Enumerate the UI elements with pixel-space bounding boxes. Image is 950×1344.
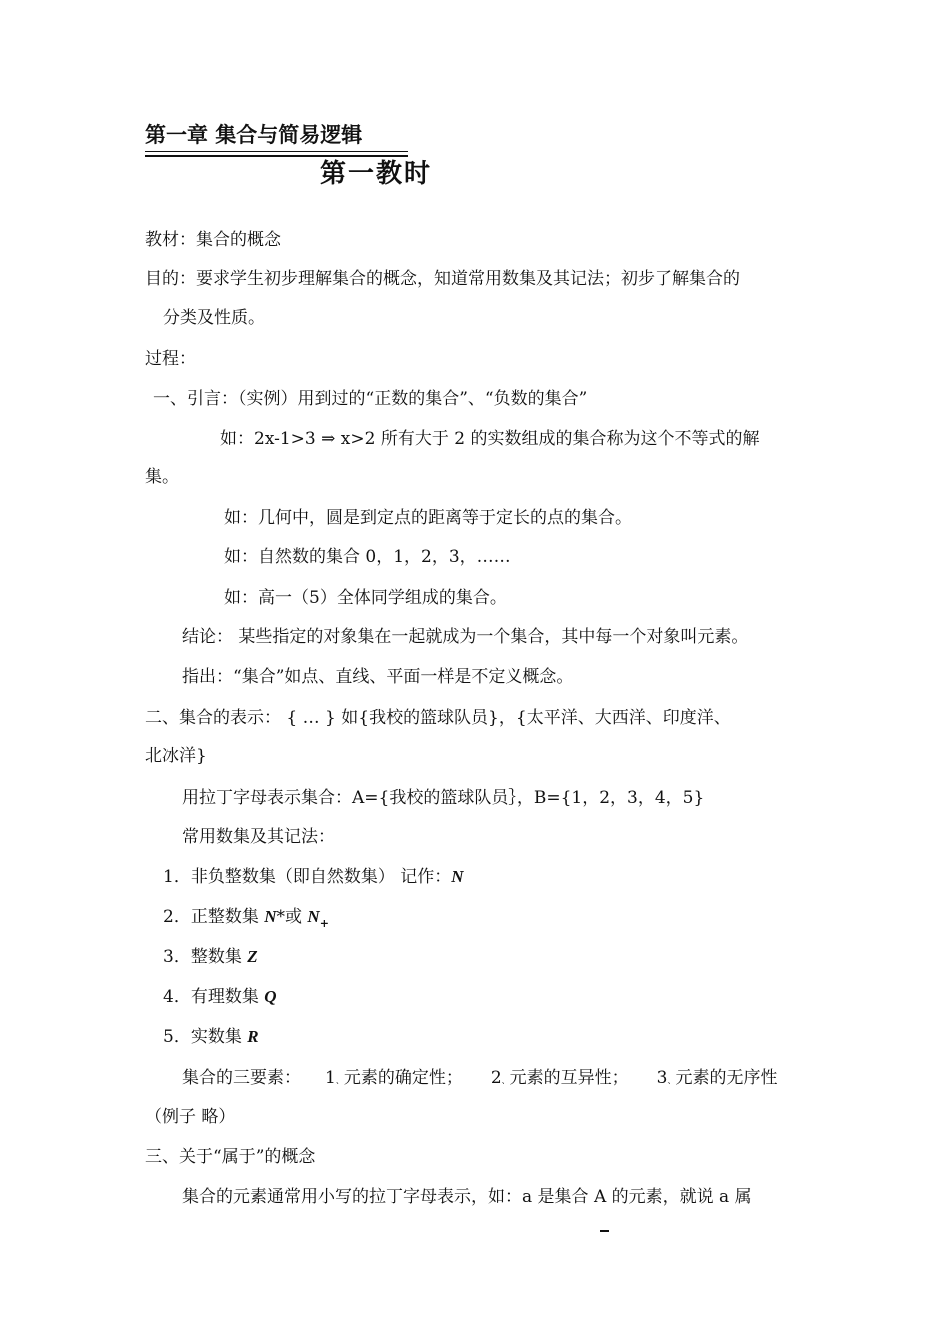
- latin-letter-line: 用拉丁字母表示集合：A={我校的篮球队员｝，B={1，2，3，4，5}: [182, 788, 705, 808]
- set-symbol-n-star: N: [264, 907, 277, 926]
- or-text: 或: [285, 907, 308, 927]
- element-dot-3: 、: [667, 1076, 676, 1085]
- set-item-rationals: [163, 986, 277, 1008]
- element-number-2: 2: [490, 1068, 502, 1088]
- element-dot-1: 、: [335, 1076, 344, 1085]
- example-class: 如：高一（5）全体同学组成的集合。: [224, 588, 507, 608]
- set-item-label: 5．实数集: [163, 1027, 248, 1047]
- set-item-integers: [163, 946, 258, 968]
- section-2-line-2: 北冰洋}: [145, 746, 207, 766]
- goal-line-1: 目的：要求学生初步理解集合的概念，知道常用数集及其记法；初步了解集合的: [145, 269, 740, 289]
- element-number-1: 1: [325, 1068, 336, 1088]
- example-inequality-line-1: 如：2x-1>3 ⇒ x>2 所有大于 2 的实数组成的集合称为这个不等式的解: [220, 429, 760, 449]
- three-elements-lead: 集合的三要素：: [182, 1068, 301, 1088]
- element-determinacy: 元素的确定性；: [343, 1068, 463, 1088]
- set-symbol-n: N: [451, 867, 464, 886]
- example-natural-numbers: 如：自然数的集合 0，1，2，3，……: [224, 547, 511, 567]
- set-symbol-q: Q: [264, 987, 277, 1006]
- material-line: 教材：集合的概念: [145, 230, 281, 250]
- set-item-label: 2．正整数集: [163, 907, 265, 927]
- conclusion-line: 结论： 某些指定的对象集在一起就成为一个集合，其中每一个对象叫元素。: [182, 627, 749, 647]
- goal-line-2: 分类及性质。: [163, 308, 265, 328]
- star-mark: *: [276, 907, 286, 927]
- example-omitted: （例子 略）: [145, 1107, 236, 1127]
- set-symbol-n-plus: N: [307, 907, 320, 926]
- section-2-line-1: 二、集合的表示： { … } 如{我校的篮球队员}，{太平洋、大西洋、印度洋、: [145, 708, 731, 728]
- element-distinctness: 元素的互异性；: [509, 1068, 629, 1088]
- chapter-title: 第一章 集合与简易逻辑: [145, 123, 363, 147]
- lesson-title: 第一教时: [320, 159, 433, 189]
- section-3-title: 三、关于“属于”的概念: [145, 1147, 316, 1167]
- set-symbol-z: Z: [247, 947, 258, 966]
- title-underline-thick: [145, 155, 408, 157]
- set-item-label: 4．有理数集: [163, 987, 265, 1007]
- common-sets-heading: 常用数集及其记法：: [182, 827, 335, 847]
- plus-subscript: +: [319, 917, 329, 930]
- set-item-label: 1．非负整数集（即自然数集） 记作：: [163, 867, 452, 887]
- title-underline-thin: [145, 151, 408, 152]
- process-heading: 过程：: [145, 349, 196, 369]
- section-1-intro: 一、引言：（实例）用到过的“正数的集合”、“负数的集合”: [153, 389, 588, 409]
- set-item-natural: [163, 866, 464, 888]
- set-symbol-r: R: [247, 1027, 259, 1046]
- set-item-positive-integers: [163, 906, 329, 930]
- example-inequality-line-2: 集。: [145, 467, 179, 487]
- element-number-3: 3: [656, 1068, 668, 1088]
- set-item-label: 3．整数集: [163, 947, 248, 967]
- page-number-mark: [600, 1230, 609, 1232]
- three-elements-line: [182, 1067, 777, 1092]
- element-unordered: 元素的无序性: [675, 1068, 778, 1088]
- section-3-line-1: 集合的元素通常用小写的拉丁字母表示，如：a 是集合 A 的元素，就说 a 属: [182, 1187, 752, 1207]
- point-out-line: 指出：“集合”如点、直线、平面一样是不定义概念。: [182, 667, 574, 687]
- set-item-reals: [163, 1026, 259, 1048]
- element-dot-2: 、: [501, 1076, 510, 1085]
- example-circle: 如：几何中，圆是到定点的距离等于定长的点的集合。: [224, 508, 632, 528]
